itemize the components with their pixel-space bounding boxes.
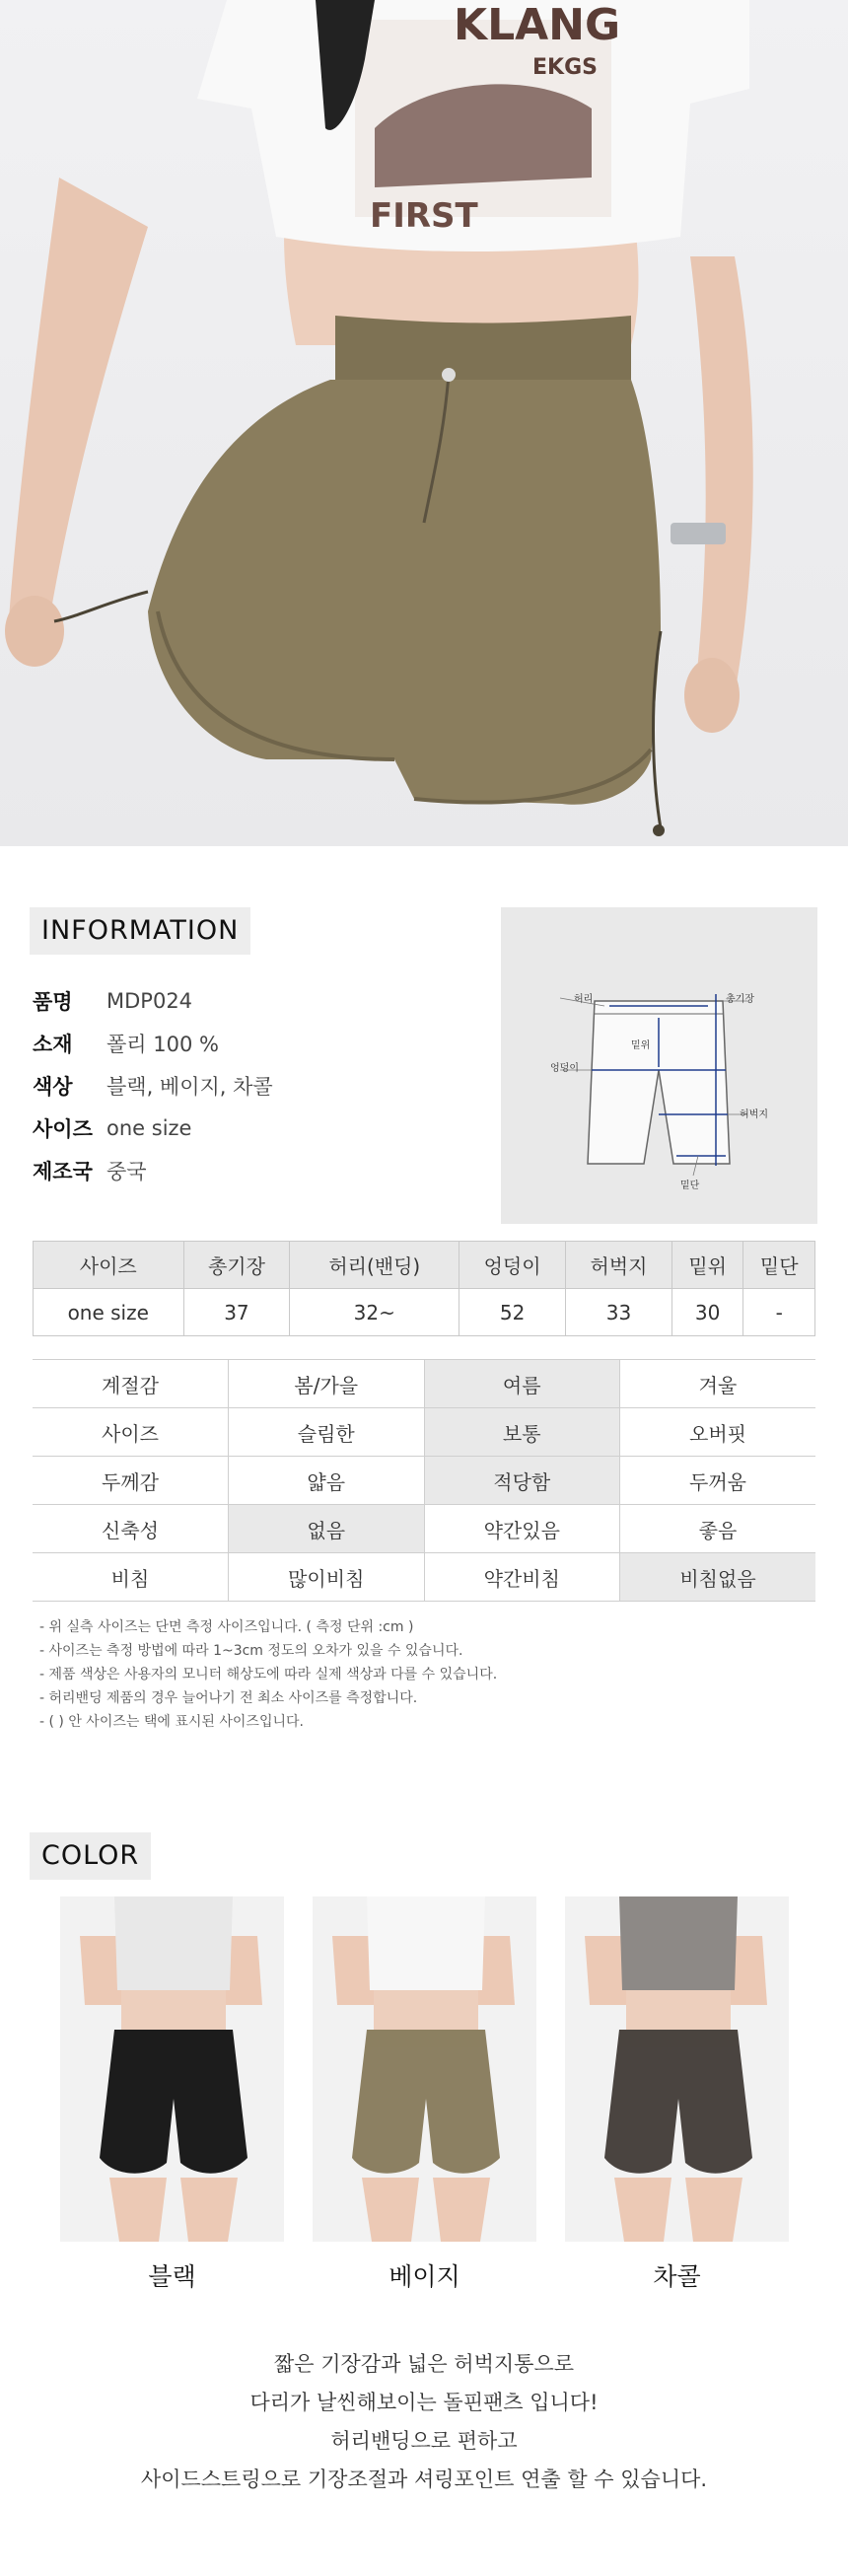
model-leg-left xyxy=(614,2178,671,2242)
description-line: 허리밴딩으로 편하고 xyxy=(330,2429,518,2453)
info-key: 품명 xyxy=(33,989,73,1014)
measurement-notes xyxy=(39,1615,497,1734)
right-arm xyxy=(690,256,753,695)
size-table-header: 사이즈 xyxy=(34,1242,184,1289)
feel-row-season xyxy=(33,1360,815,1408)
model-waistband xyxy=(114,2030,233,2047)
diagram-label-rise: 밑위 xyxy=(631,1040,651,1051)
feel-option: 많이비침 xyxy=(229,1553,425,1602)
info-row-color xyxy=(33,1064,273,1107)
description-line: 다리가 날씬해보이는 돌핀팬츠 입니다! xyxy=(249,2391,599,2414)
model-waistband xyxy=(619,2030,738,2047)
color-photo-black xyxy=(60,1896,284,2242)
feel-label: 계절감 xyxy=(33,1360,229,1408)
model-midriff xyxy=(374,1990,478,2030)
info-value: one size xyxy=(106,1115,192,1140)
description-line: 사이드스트링으로 기장조절과 셔링포인트 연출 할 수 있습니다. xyxy=(140,2468,708,2491)
feel-option: 좋음 xyxy=(620,1505,816,1553)
diagram-label-hip: 엉덩이 xyxy=(550,1063,579,1074)
watch xyxy=(671,523,726,544)
feel-option: 봄/가을 xyxy=(229,1360,425,1408)
feel-row-size xyxy=(33,1408,815,1457)
feel-label: 사이즈 xyxy=(33,1408,229,1457)
right-hand xyxy=(684,658,740,733)
size-table-cell: 33 xyxy=(566,1289,672,1336)
feel-option: 비침없음 xyxy=(620,1553,816,1602)
hero-illustration xyxy=(0,0,848,846)
model-leg-right xyxy=(180,2178,238,2242)
description-line: 짧은 기장감과 넓은 허벅지통으로 xyxy=(273,2352,575,2376)
model-leg-right xyxy=(685,2178,742,2242)
size-table-cell: one size xyxy=(34,1289,184,1336)
information-list xyxy=(33,979,273,1191)
note-line: - 제품 색상은 사용자의 모니터 해상도에 따라 실제 색상과 다를 수 있습니다. xyxy=(39,1667,498,1682)
product-description xyxy=(0,2326,848,2499)
hero-product-photo xyxy=(0,0,848,846)
note-line: - 허리밴딩 제품의 경우 늘어나기 전 최소 사이즈를 측정합니다. xyxy=(39,1690,418,1706)
color-label-beige: 베이지 xyxy=(389,2262,460,2291)
color-item-charcoal xyxy=(565,1896,789,2293)
info-key: 제조국 xyxy=(33,1159,93,1183)
size-table-header: 총기장 xyxy=(183,1242,290,1289)
model-top xyxy=(114,1896,233,1990)
feel-option: 여름 xyxy=(424,1360,620,1408)
measurement-diagram xyxy=(501,907,817,1224)
note-line: - 위 실측 사이즈는 단면 측정 사이즈입니다. ( 측정 단위 :cm ) xyxy=(39,1619,414,1635)
color-section xyxy=(0,1832,848,2326)
model-leg-right xyxy=(433,2178,490,2242)
fit-feel-table xyxy=(33,1359,815,1602)
note-line: - ( ) 안 사이즈는 택에 표시된 사이즈입니다. xyxy=(39,1714,304,1730)
diagram-label-hem: 밑단 xyxy=(680,1181,700,1191)
model-leg-left xyxy=(362,2178,419,2242)
feel-option: 얇음 xyxy=(229,1457,425,1505)
feel-row-thickness xyxy=(33,1457,815,1505)
side-drawstring-left xyxy=(54,592,148,621)
model-leg-left xyxy=(109,2178,167,2242)
size-table-header-row xyxy=(34,1242,815,1289)
size-table-header: 엉덩이 xyxy=(459,1242,566,1289)
feel-option: 슬림한 xyxy=(229,1408,425,1457)
size-table-header: 허벅지 xyxy=(566,1242,672,1289)
size-table-cell: 52 xyxy=(459,1289,566,1336)
feel-option: 겨울 xyxy=(620,1360,816,1408)
size-table-cell: - xyxy=(743,1289,815,1336)
size-table-cell: 32~ xyxy=(290,1289,459,1336)
feel-label: 신축성 xyxy=(33,1505,229,1553)
feel-label: 비침 xyxy=(33,1553,229,1602)
diagram-label-waist: 허리 xyxy=(574,994,594,1005)
diagram-label-thigh: 허벅지 xyxy=(740,1109,768,1120)
info-value: 중국 xyxy=(106,1159,147,1183)
print-badge-text: FIRST xyxy=(370,196,478,236)
size-table-header: 밑위 xyxy=(671,1242,743,1289)
left-arm xyxy=(8,178,148,651)
feel-row-stretch xyxy=(33,1505,815,1553)
information-title: INFORMATION xyxy=(30,907,250,955)
info-key: 소재 xyxy=(33,1032,73,1056)
info-row-size xyxy=(33,1107,273,1149)
feel-label: 두께감 xyxy=(33,1457,229,1505)
size-table-cell: 30 xyxy=(671,1289,743,1336)
note-line: - 사이즈는 측정 방법에 따라 1~3cm 정도의 오차가 있을 수 있습니다. xyxy=(39,1643,463,1659)
color-item-black xyxy=(60,1896,284,2293)
feel-option: 약간있음 xyxy=(424,1505,620,1553)
print-top-text: KLANG xyxy=(454,0,621,50)
feel-option: 두꺼움 xyxy=(620,1457,816,1505)
diagram-label-length: 총기장 xyxy=(726,994,754,1005)
color-photo-charcoal xyxy=(565,1896,789,2242)
feel-option: 오버핏 xyxy=(620,1408,816,1457)
feel-row-sheer xyxy=(33,1553,815,1602)
size-table-header: 밑단 xyxy=(743,1242,815,1289)
info-row-name xyxy=(33,979,273,1022)
info-key: 색상 xyxy=(33,1074,73,1099)
color-photo-beige-illustration xyxy=(313,1896,536,2242)
info-value: 폴리 100 % xyxy=(106,1032,219,1056)
color-photo-charcoal-illustration xyxy=(565,1896,789,2242)
size-table-cell: 37 xyxy=(183,1289,290,1336)
print-sub-text: EKGS xyxy=(532,55,598,80)
shorts-body xyxy=(148,380,661,805)
model-waistband xyxy=(367,2030,485,2047)
left-hand xyxy=(5,596,64,667)
feel-option: 보통 xyxy=(424,1408,620,1457)
color-label-charcoal: 차콜 xyxy=(653,2262,701,2291)
info-key: 사이즈 xyxy=(33,1116,93,1141)
size-table xyxy=(33,1241,815,1336)
color-label-black: 블랙 xyxy=(148,2262,196,2291)
color-item-beige xyxy=(313,1896,536,2293)
feel-option: 없음 xyxy=(229,1505,425,1553)
model-top xyxy=(619,1896,738,1990)
model-top xyxy=(367,1896,485,1990)
info-row-origin xyxy=(33,1149,273,1191)
model-midriff xyxy=(121,1990,226,2030)
info-value: MDP024 xyxy=(106,988,193,1013)
feel-option: 약간비침 xyxy=(424,1553,620,1602)
size-table-header: 허리(밴딩) xyxy=(290,1242,459,1289)
color-title: COLOR xyxy=(30,1832,151,1880)
shorts-diagram-svg xyxy=(501,907,817,1224)
model-midriff xyxy=(626,1990,731,2030)
color-photo-black-illustration xyxy=(60,1896,284,2242)
info-row-material xyxy=(33,1022,273,1064)
color-photo-beige xyxy=(313,1896,536,2242)
information-section xyxy=(0,846,848,1832)
size-table-row xyxy=(34,1289,815,1336)
info-value: 블랙, 베이지, 차콜 xyxy=(106,1074,273,1099)
feel-option: 적당함 xyxy=(424,1457,620,1505)
